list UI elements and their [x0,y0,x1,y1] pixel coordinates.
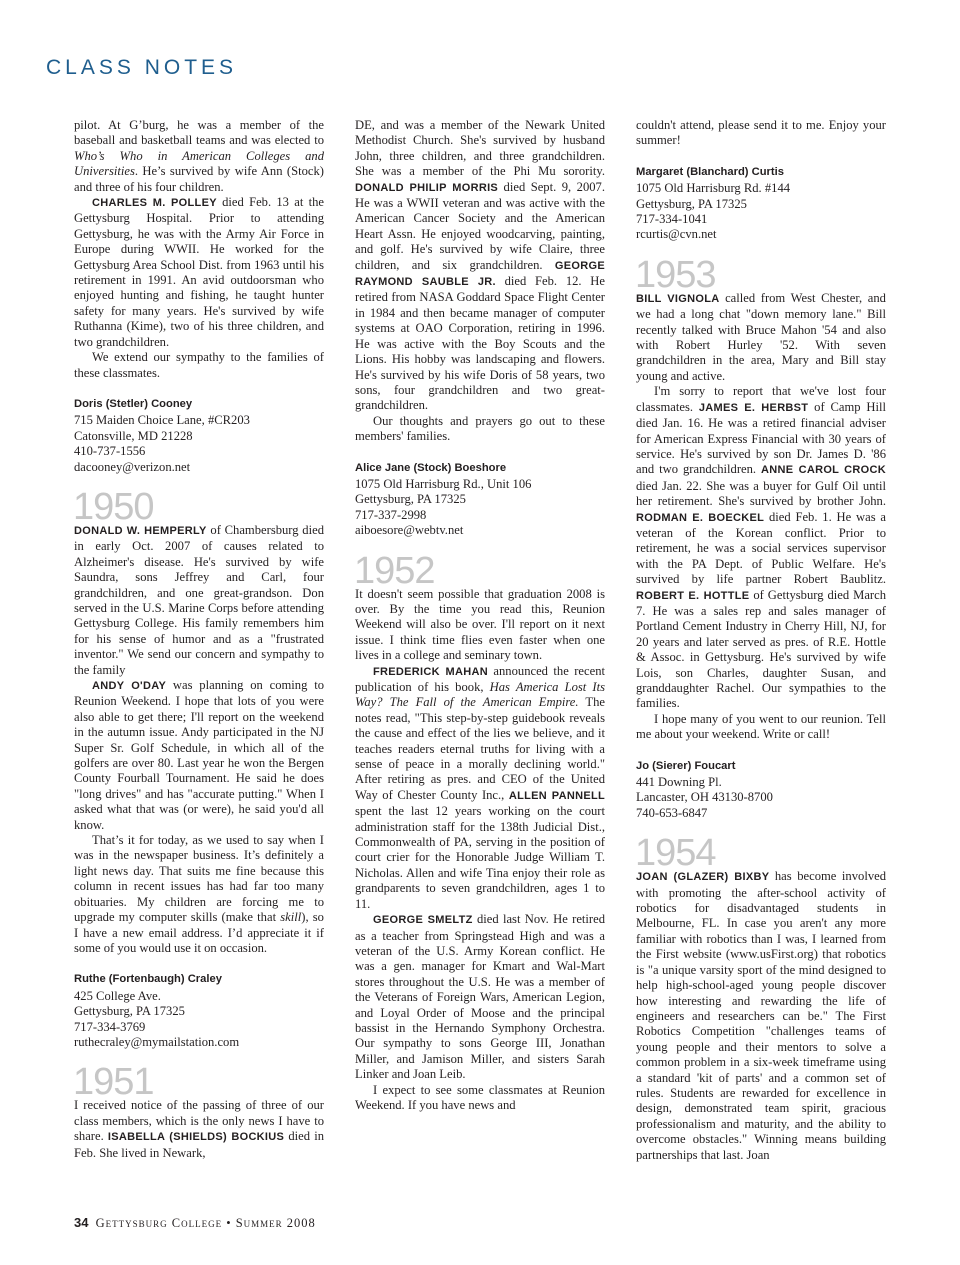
correspondent-name: Margaret (Blanchard) Curtis [636,165,784,178]
address-line: 441 Downing Pl. [636,775,722,790]
paragraph: I expect to see some classmates at Reunion Weekend. If you have news and [355,1082,605,1112]
email-link[interactable]: rcurtis@cvn.net [636,227,717,242]
address-line: Lancaster, OH 43130-8700 [636,790,773,805]
classmate-name: FREDERICK MAHAN [373,665,488,678]
class-correspondent-contact [636,165,886,243]
correspondent-name: Ruthe (Fortenbaugh) Craley [74,973,222,986]
address-line: 1075 Old Harrisburg Rd., Unit 106 [355,476,532,491]
paragraph: It doesn't seem possible that graduation 2008 is over. By the time you read this, Reunion Weekend will also be over. I'll report on it next issue. I think time flies even faster when one lives in a college and seminary town. [355,586,605,663]
address-line: 425 College Ave. [74,988,161,1003]
paragraph: DONALD W. HEMPERLY of Chambersburg died in early Oct. 2007 of causes related to Alzheimer's disease. He's survived by wife Saundra, sons Jeffrey and Carl, four grandchildren, and one great-grandson. Don served in the U.S. Marine Corps before attending Gettysburg College. His family remembers him for his sense of humor and as a "frustrated inventor." We send our concern and sympathy to the family [74,522,324,677]
paragraph: pilot. At G’burg, he was a member of the baseball and basketball teams and was elected to Who’s Who in American Colleges and Universities. He’s survived by wife Ann (Stock) and three of his four children. [74,118,324,194]
class-year-heading: 1952 [354,549,435,592]
correspondent-name: Jo (Sierer) Foucart [636,759,736,772]
phone-number: 717-337-2998 [355,507,427,522]
classmate-name: CHARLES M. POLLEY [92,197,217,210]
correspondent-name: Alice Jane (Stock) Boeshore [355,461,507,474]
classmate-name: DONALD PHILIP MORRIS [355,181,499,194]
classmate-name: RODMAN E. BOECKEL [636,511,765,524]
classmate-name: ROBERT E. HOTTLE [636,589,750,602]
paragraph: I received notice of the passing of three of our class members, which is the only news I have to share. ISABELLA (SHIELDS) BOCKIUS died in Feb. She lived in Newark, [74,1098,324,1160]
paragraph: BILL VIGNOLA called from West Chester, and we had a long chat "down memory lane." Bill recently talked with Bruce Mahon '54 and also with Robert Hurley '52. With seven grandchildren in the area, Mary and Bill stay young and active. [636,290,886,383]
paragraph: GEORGE SMELTZ died last Nov. He retired as a teacher from Springstead High and was a veteran of the U.S. Army Korean conflict. He was a gen. manager for Kmart and Wal-Mart stores throughout the U.S. He was a member of the Veterans of Foreign Wars, American Legion, and Loyal Order of Moose and the principal bassist in the Hernando Symphony Orchestra. Our sympathy to sons George III, Jonathan Miller, and Jamison Miller, and sisters Sarah Linker and Joan Leib. [355,912,605,1082]
paragraph: couldn't attend, please send it to me. Enjoy your summer! [636,118,886,148]
paragraph: CHARLES M. POLLEY died Feb. 13 at the Gettysburg Hospital. Prior to attending Gettysburg, he was with the Army Air Force in Europe during WWII. He worked for the Gettysburg Area School Dist. from 1963 until his retirement in 1991. An avid outdoorsman who enjoyed hunting and fishing, he taught hunter safety for many years. He's survived by wife Ruthanna (Kime), two of his three children, and two grandchildren. [74,195,324,349]
paragraph: I hope many of you went to our reunion. Tell me about your weekend. Write or call! [636,711,886,742]
classmate-name: ALLEN PANNELL [508,789,605,802]
classmate-name: GEORGE RAYMOND SAUBLE JR. [355,259,605,289]
class-correspondent-contact [636,759,886,822]
paragraph: DE, and was a member of the Newark United Methodist Church. She's survived by husband John, three children, and three grandchildren. She was a member of the Phi Mu sorority. DONALD PHILIP MORRIS died Sept. 9, 2007. He was a WWII veteran and was active with the American Cancer Society and the American Heart Assn. He enjoyed woodcarving, painting, and golf. He's survived by wife Claire, three children, and six grandchildren. GEORGE RAYMOND SAUBLE JR. died Feb. 12. He retired from NASA Goddard Space Flight Center in 1984 and then became manager of computer systems at OAO Corporation, retiring in 1996. He was active with the Boy Scouts and the Lions. His hobby was landscaping and flowers. He's survived by his wife Doris of 58 years, two sons, four grandchildren and two great-grandchildren. [355,118,605,413]
phone-number: 740-653-6847 [636,805,708,820]
email-link[interactable]: ruthecraley@mymailstation.com [74,1034,240,1049]
phone-number: 717-334-1041 [636,212,708,227]
paragraph: We extend our sympathy to the families of these classmates. [74,350,324,380]
classmate-name: GEORGE SMELTZ [373,914,473,927]
address-line: Gettysburg, PA 17325 [636,196,747,211]
classmate-name: ISABELLA (SHIELDS) BOCKIUS [107,1131,285,1144]
email-link[interactable]: dacooney@verizon.net [74,459,191,474]
paragraph: I'm sorry to report that we've lost four classmates. JAMES E. HERBST of Camp Hill died Jan. 16. He was a retired financial adviser for American Express Financial with 30 years of service. He's survived by son Dr. James D. '86 and two grandchildren. ANNE CAROL CROCK died Jan. 22. She was a buyer for Gulf Oil until her retirement. She's survived by brother John. RODMAN E. BOECKEL died Feb. 1. He was a veteran of the Korean conflict. Prior to retirement, he was a social services supervisor with the PA Dept. of Public Welfare. He's survived by life partner Robert Baublitz. ROBERT E. HOTTLE of Gettysburg died March 7. He was a sales rep and sales manager of Portland Cement Industry in Cherry Hill, NJ, for 20 years and later served as pres. of R.E. Hottle & Assoc. in Gettysburg. He's survived by wife Lois, son Charles, daughter Susan, and granddaughter Rachel. Our sympathies to the families. [636,384,886,711]
classmate-name: ANDY O'DAY [92,680,167,692]
classmate-name: BILL VIGNOLA [636,292,720,305]
address-line: 1075 Old Harrisburg Rd. #144 [636,181,791,196]
paragraph: That’s it for today, as we used to say when I was in the newspaper business. It’s definitely a light news day. That suits me fine because this column in recent issues has had far too many obituaries. My children are forcing me to upgrade my computer skills (make that skill), so I have a new email address. I’d appreciate it if some of you would use it on occasion. [74,833,324,955]
paragraph: Our thoughts and prayers go out to these members' families. [355,413,605,444]
classmate-name: JAMES E. HERBST [698,401,809,414]
class-year-heading: 1951 [73,1061,154,1104]
class-year-heading: 1954 [635,832,716,875]
classmate-name: DONALD W. HEMPERLY [74,524,207,537]
phone-number: 410-737-1556 [74,444,146,459]
classmate-name: JOAN (GLAZER) BIXBY [636,871,770,884]
book-title: Has America Lost Its Way? The Fall of the American Empire. [355,680,606,710]
class-correspondent-contact [74,397,324,475]
phone-number: 717-334-3769 [74,1019,146,1034]
class-year-heading: 1953 [635,253,716,296]
email-link[interactable]: aiboesore@webtv.net [355,523,464,538]
address-line: 715 Maiden Choice Lane, #CR203 [74,413,250,428]
column-2 [355,118,605,1113]
column-1 [74,118,324,1161]
section-title: CLASS NOTES [46,56,238,79]
address-line: Gettysburg, PA 17325 [74,1004,185,1019]
class-year-heading: 1950 [73,485,154,528]
address-line: Gettysburg, PA 17325 [355,492,466,507]
address-line: Catonsville, MD 21228 [74,428,193,443]
correspondent-name: Doris (Stetler) Cooney [74,397,193,410]
column-3 [636,118,886,1163]
paragraph: JOAN (GLAZER) BIXBY has become involved with promoting the after-school activity of robotics for disadvantaged students in Melbourne, FL. In case you aren't any more familiar with robotics than I was, I learned from the First website (www.usFirst.org) that robotics is "a unique varsity sport of the mind designed to help high-school-aged young people discover how interesting and rewarding the life of engineers and researchers can be." The First Robotics Competition "challenges teams of young people and their mentors to solve a common problem in a six-week timeframe using a standard 'kit of parts' and a common set of rules. Students are rewarded for excellence in design, demonstrated team spirit, gracious professionalism and maturity, and the ability to overcome obstacles." Winning means building partnerships that last. Joan [636,869,886,1162]
paragraph: ANDY O'DAY was planning on coming to Reunion Weekend. I hope that lots of you were also able to get there; I'll report on the weekend in the autumn issue. Andy participated in the NJ Super Sr. Golf Schedule, in which all of the golfers are over 80. Last year he won the Bergen County Fourball Tournament. He said he does "long drives" and has "accurate putting." When I asked what that was (or were), he said you'd all know. [74,678,324,832]
paragraph: FREDERICK MAHAN announced the recent publication of his book, Has America Lost Its Way? The Fall of the American Empire. The notes read, "This step-by-step guidebook reveals the cause and effect of the lies we believe, and it teaches readers eternal truths for living with a sense of peace in a morally declining world." After retiring as pres. and CEO of the United Way of Chester County Inc., ALLEN PANNELL spent the last 12 years working on the court administration staff for the 138th Judicial Dist., Commonwealth of PA, serving in the position of court crier for the Honorable Judge William T. Nicholas. Allen and wife Tina enjoy their role as grandparents to seven grandchildren, ages 1 to 11. [355,663,606,911]
publication-name: Gettysburg College • Summer 2008 [95,1216,316,1230]
page-number: 34 [74,1215,89,1230]
page-footer [74,1215,316,1231]
classmate-name: ANNE CAROL CROCK [761,464,886,477]
class-correspondent-contact [74,972,324,1050]
class-correspondent-contact [355,461,605,539]
